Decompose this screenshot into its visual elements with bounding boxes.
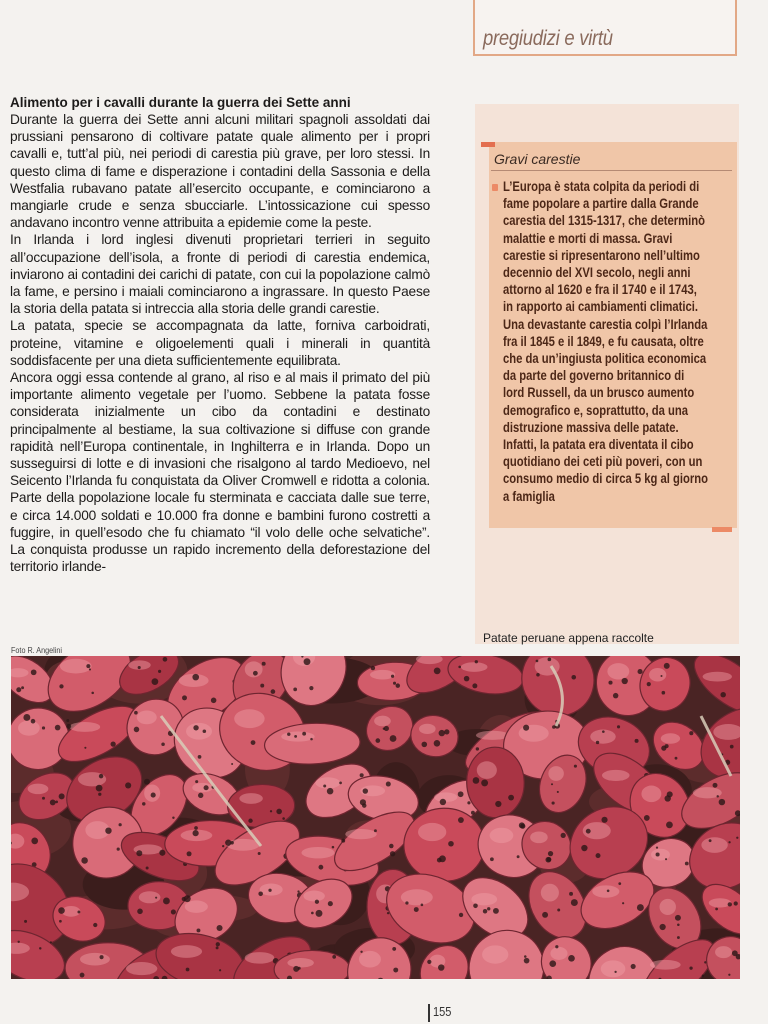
article-paragraph: Durante la guerra dei Sette anni alcuni militari spagnoli assoldati dai prussiani pensarono di coltivare patate quale alimento per i propri cavalli e, tutt’al più, nei periodi di carestia più grave, per loro stessi. In questo clima di fame e disperazione i contadini della Sassonia e della Westfalia rubavano patate all’esercito occupante, e cominciarono a mangiarle crude e senza sbucciarle. L’intossicazione cui spesso andavano incontro venne attribuita a epidemie come la peste. xyxy=(10,112,430,231)
sidebar-text-line: demografico e, soprattutto, da una xyxy=(503,402,688,418)
sidebar-text-line: che da un’ingiusta politica economica xyxy=(503,351,707,367)
article-paragraph: In Irlanda i lord inglesi divenuti proprietari terrieri in seguito all’occupazione dell’isola, a fronte di periodi di carestia endemica, inviarono ai contadini dei carichi di patate, con cui la popolazione calmò la fame, e persino i maiali cominciarono a ingrassare. In questo Paese la storia della patata si intreccia alla storia delle grandi carestie. xyxy=(10,232,430,317)
potato-photo xyxy=(11,656,740,979)
sidebar-tab-marker xyxy=(481,142,495,147)
sidebar-title: Gravi carestie xyxy=(494,151,581,167)
article-paragraph: Ancora oggi essa contende al grano, al riso e al mais il primato del più importante alimento vegetale per l’uomo. Sebbene la patata fosse considerata inizialmente un cibo da contadini e destinato principalmente al bestiame, la sua coltivazione si diffuse con grande rapidità nell’Europa continentale, in Inghilterra e in Irlanda. Dopo un susseguirsi di lotte e di invasioni che risalgono al tardo Medioevo, nel Seicento l’Irlanda fu conquistata da Oliver Cromwell e ridotta a colonia. Parte della popolazione locale fu sterminata e cacciata dalle sue terre, e circa 14.000 soldati e 10.000 fra donne e bambini furono costretti a fuggire, in quell’esodo che fu chiamato “il volo delle oche selvatiche”. La conquista produsse un rapido incremento della deforestazione del territorio irlande- xyxy=(10,370,430,575)
article-paragraph: La patata, specie se accompagnata da latte, forniva carboidrati, proteine, vitamine e oligoelementi quali i minerali in quantità soddisfacente per una dieta sufficientemente equilibrata. xyxy=(10,318,430,368)
sidebar-text-line: consumo medio di circa 5 kg al giorno xyxy=(503,471,709,487)
sidebar-text-line: carestia del 1315-1317, che determinò xyxy=(503,213,705,229)
photo-credit: Foto R. Angelini xyxy=(11,645,63,655)
bullet-icon xyxy=(492,184,498,191)
sidebar-text-line: lord Russell, da un brusco aumento xyxy=(503,385,695,401)
sidebar-text-line: distruzione massiva delle patate. xyxy=(503,419,679,435)
sidebar-text-line: fame popolare a partire dalla Grande xyxy=(503,196,699,212)
article-heading: Alimento per i cavalli durante la guerra dei Sette anni xyxy=(10,95,351,110)
sidebar-text-line: a famiglia xyxy=(503,488,555,504)
article-body xyxy=(10,111,430,575)
sidebar-divider xyxy=(491,170,732,171)
potato-photo-illustration xyxy=(11,656,740,979)
sidebar-text-line: da parte del governo britannico di xyxy=(503,368,685,384)
article xyxy=(10,94,430,575)
section-title: pregiudizi e virtù xyxy=(483,27,613,50)
sidebar-text-line: malattie e morti di massa. Gravi xyxy=(503,230,673,246)
sidebar-text-line: decennio del XVI secolo, negli anni xyxy=(503,265,691,281)
sidebar-text xyxy=(503,178,730,505)
sidebar-text-line: Una devastante carestia colpì l’Irlanda xyxy=(503,316,708,332)
sidebar-end-marker xyxy=(712,527,732,532)
page-number: 155 xyxy=(433,1004,452,1019)
sidebar-text-line: L’Europa è stata colpita da periodi di xyxy=(503,179,700,194)
photo-caption: Patate peruane appena raccolte xyxy=(483,631,654,645)
page-marker xyxy=(428,1004,430,1022)
sidebar-text-line: quotidiano dei ceti più poveri, con un xyxy=(503,454,703,470)
sidebar-text-line: Infatti, la patata era diventata il cibo xyxy=(503,437,694,453)
sidebar-text-line: in rapporto ai cambiamenti climatici. xyxy=(503,299,699,315)
sidebar-text-line: carestie si ripresentarono nell’ultimo xyxy=(503,247,700,263)
sidebar-text-line: attorno al 1620 e fra il 1740 e il 1743, xyxy=(503,282,697,298)
sidebar-text-line: fra il 1845 e il 1849, e fu causata, oltre xyxy=(503,333,704,349)
